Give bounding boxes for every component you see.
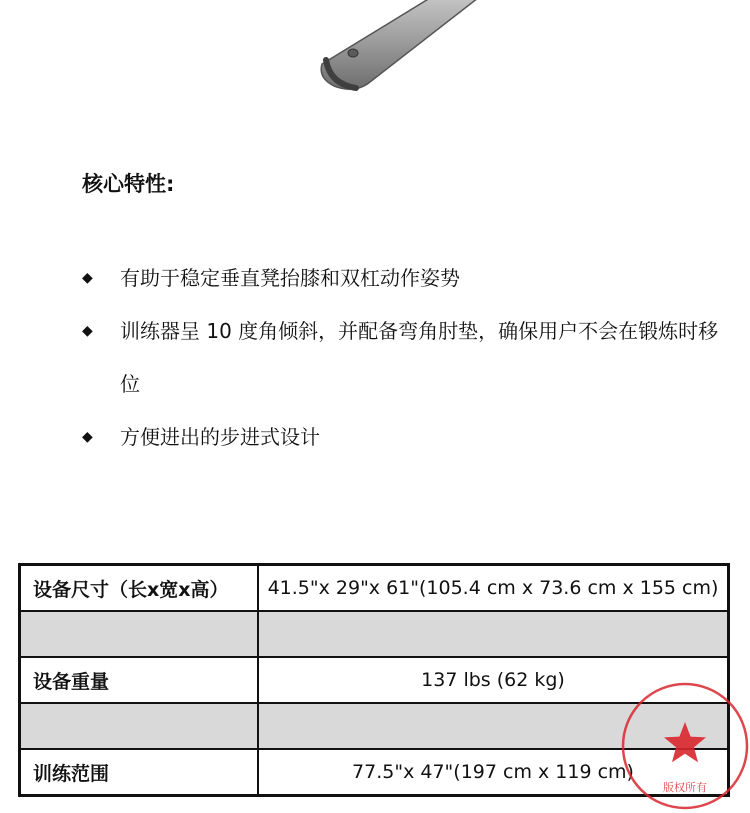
spec-label: 设备尺寸（长x宽x高） xyxy=(20,565,259,612)
feature-item xyxy=(82,411,722,464)
spec-row-empty xyxy=(20,611,729,657)
diamond-bullet-icon: ◆ xyxy=(82,270,93,286)
spec-value: 77.5"x 47"(197 cm x 119 cm) xyxy=(258,749,729,796)
company-seal xyxy=(618,679,750,813)
feature-item xyxy=(82,252,722,305)
spec-label: 设备重量 xyxy=(20,657,259,703)
spec-value: 137 lbs (62 kg) xyxy=(258,657,729,703)
feature-text: 方便进出的步进式设计 xyxy=(120,425,320,449)
feature-item xyxy=(82,305,722,411)
feature-list xyxy=(82,252,722,464)
feature-text: 有助于稳定垂直凳抬膝和双杠动作姿势 xyxy=(120,266,460,290)
spec-label xyxy=(20,703,259,749)
feature-text: 训练器呈 10 度角倾斜，并配备弯角肘垫，确保用户不会在锻炼时移位 xyxy=(120,319,719,396)
features-title: 核心特性: xyxy=(82,172,175,196)
spec-label xyxy=(20,611,259,657)
spec-row-dimensions xyxy=(20,565,729,612)
product-image xyxy=(0,0,750,100)
spec-value: 41.5"x 29"x 61"(105.4 cm x 73.6 cm x 155 cm) xyxy=(258,565,729,612)
diamond-bullet-icon: ◆ xyxy=(82,323,93,339)
spec-value xyxy=(258,611,729,657)
spec-label: 训练范围 xyxy=(20,749,259,796)
diamond-bullet-icon: ◆ xyxy=(82,429,93,445)
star-icon xyxy=(664,722,706,762)
seal-subtext: 版权所有 xyxy=(663,781,707,794)
